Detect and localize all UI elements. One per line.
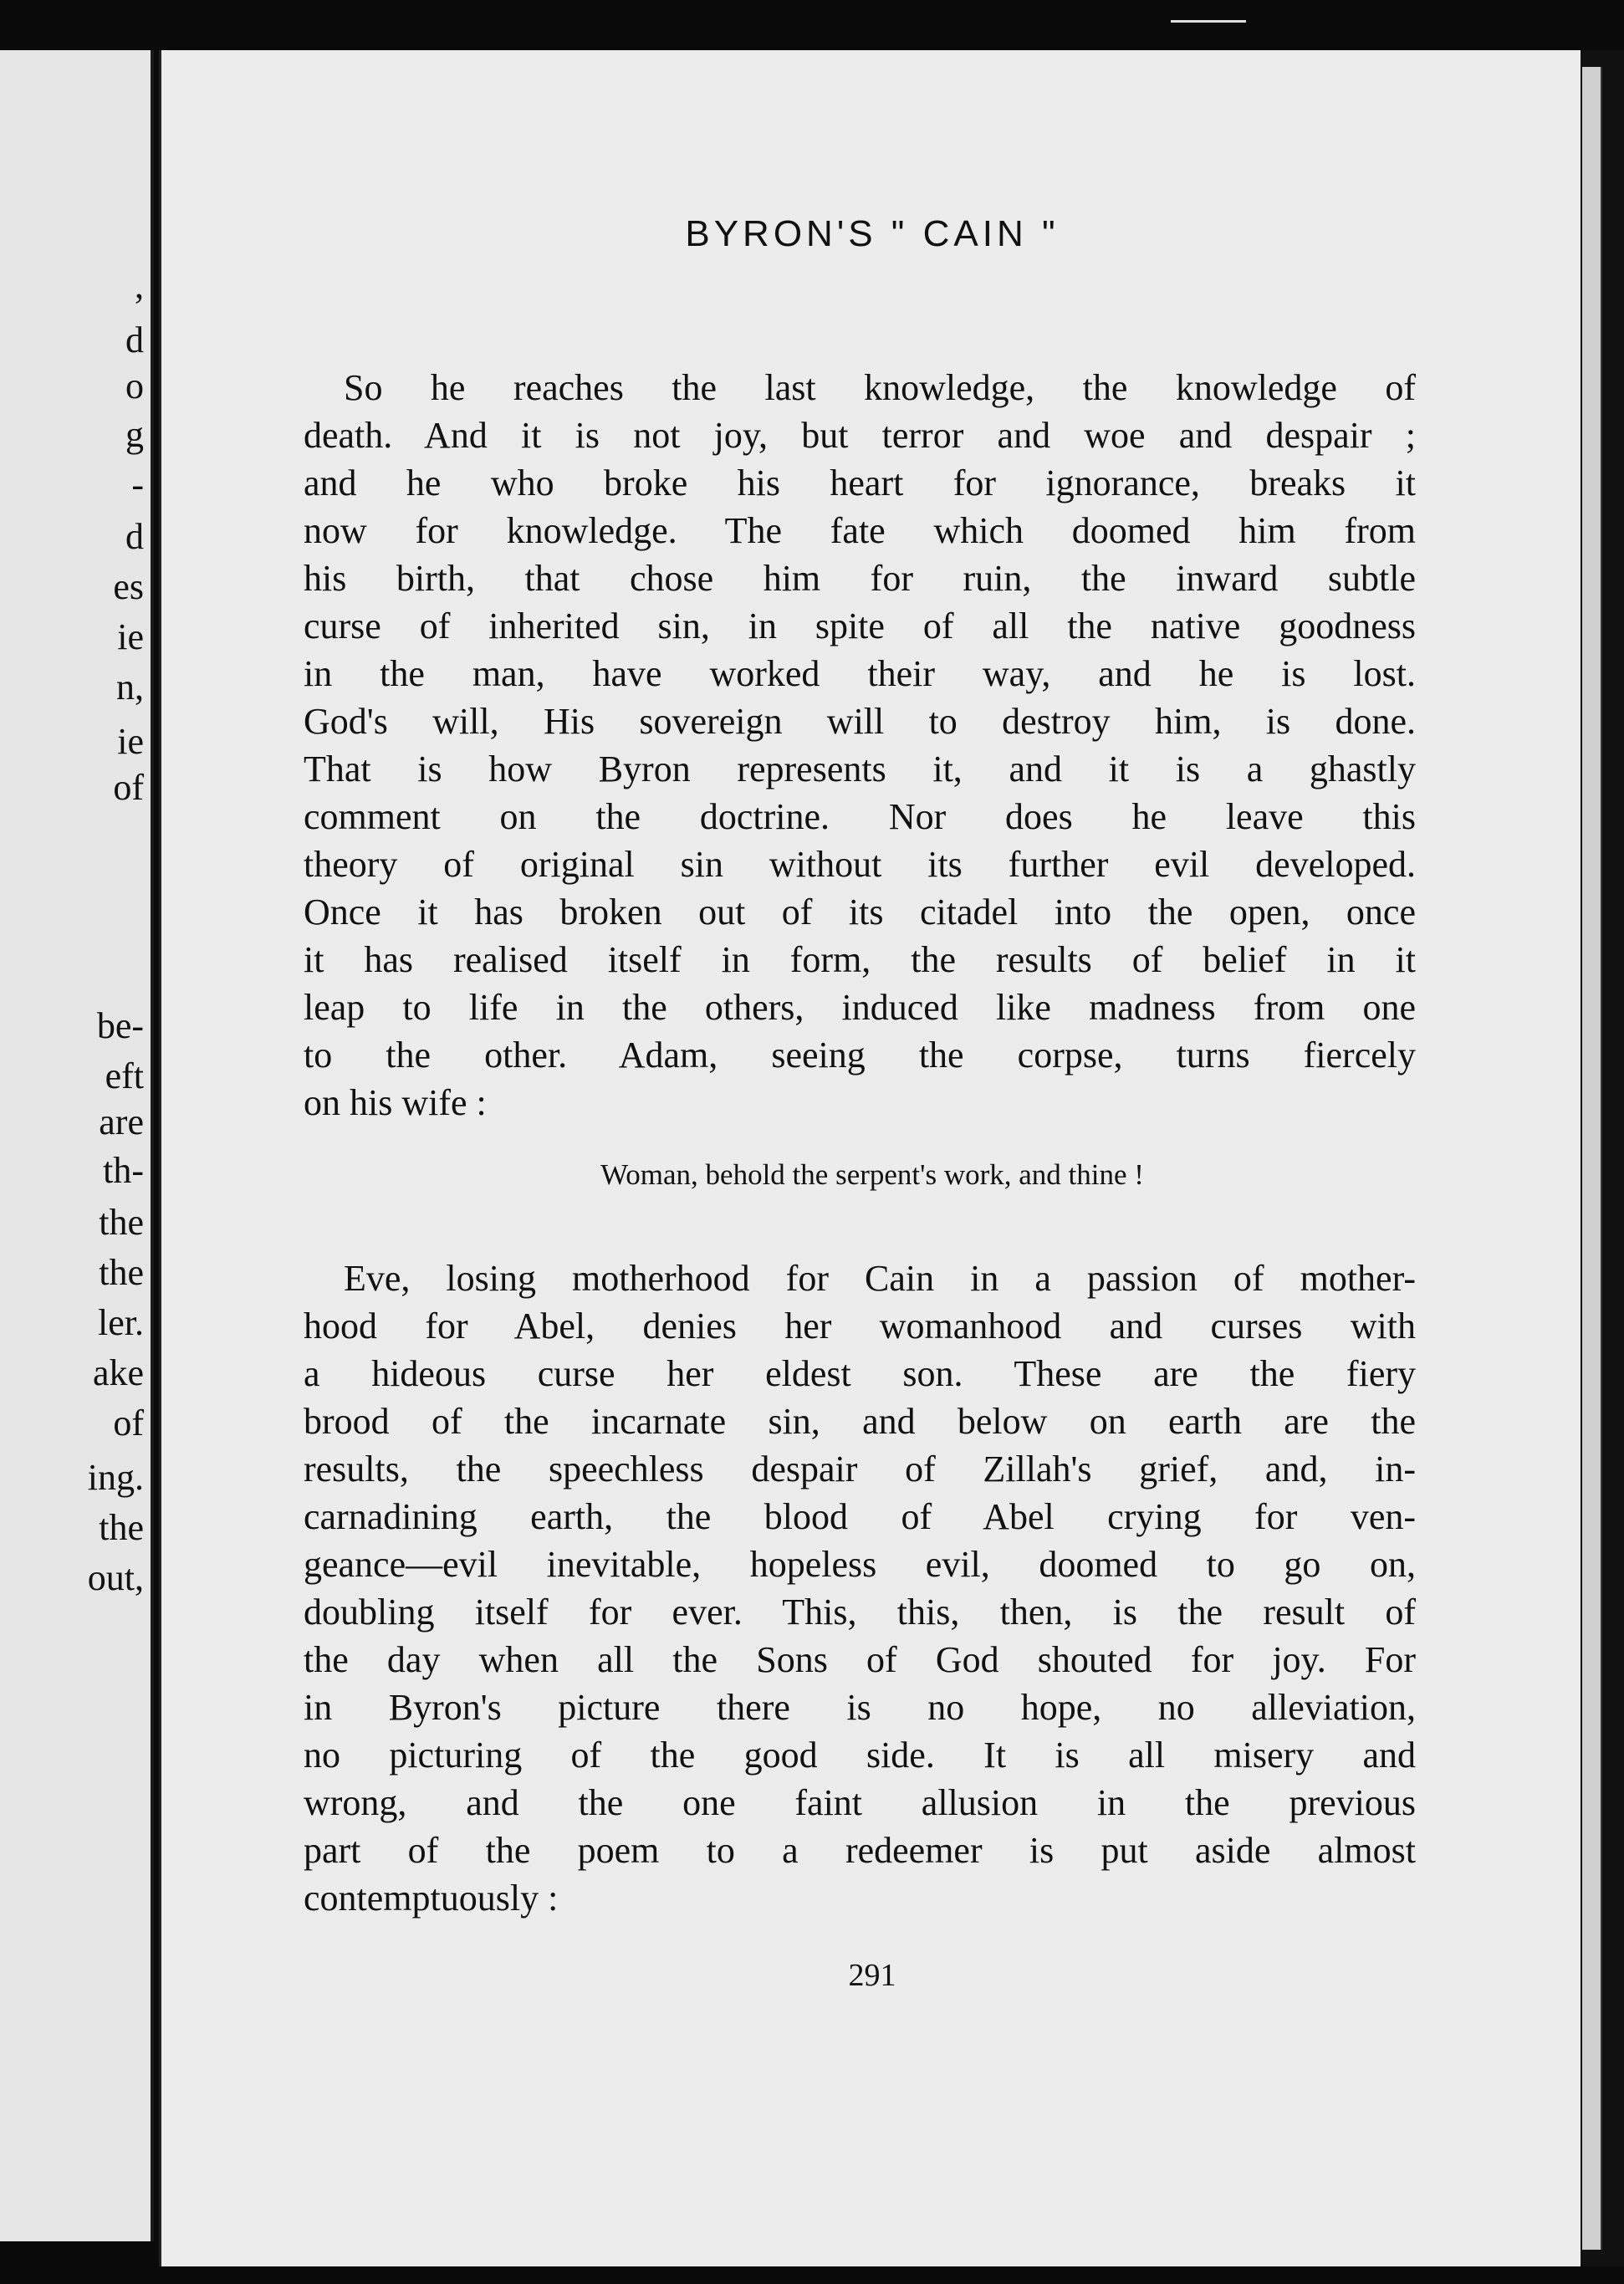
text-line: carnadining earth, the blood of Abel crying for ven-: [304, 1496, 1416, 1537]
facing-page-fragment: ler.: [98, 1302, 144, 1343]
facing-page-fragment: o: [125, 365, 144, 406]
text-line: brood of the incarnate sin, and below on earth are the: [304, 1401, 1416, 1442]
text-line: it has realised itself in form, the results of belief in it: [304, 939, 1416, 980]
facing-page-fragment: the: [99, 1507, 144, 1548]
text-line: doubling itself for ever. This, this, then, is the result of: [304, 1592, 1416, 1633]
paper-edge-strip: [1582, 67, 1602, 2250]
facing-page-fragment: are: [99, 1101, 144, 1142]
text-line: theory of original sin without its further evil developed.: [304, 844, 1416, 885]
running-head: BYRON'S " CAIN ": [685, 213, 1060, 254]
text-line: leap to life in the others, induced like madness from one: [304, 987, 1416, 1028]
text-line: God's will, His sovereign will to destroy him, is done.: [304, 701, 1416, 742]
text-line: to the other. Adam, seeing the corpse, turns fiercely: [304, 1035, 1416, 1076]
text-line: geance—evil inevitable, hopeless evil, doomed to go on,: [304, 1544, 1416, 1585]
facing-page: [0, 50, 154, 2241]
text-line: death. And it is not joy, but terror and woe and despair ;: [304, 415, 1416, 456]
text-line: curse of inherited sin, in spite of all the native goodness: [304, 605, 1416, 646]
facing-page-fragment: of: [113, 767, 144, 808]
text-line: hood for Abel, denies her womanhood and curses with: [304, 1306, 1416, 1346]
facing-page-fragment: ake: [92, 1352, 144, 1393]
text-line: Once it has broken out of its citadel into the open, once: [304, 892, 1416, 933]
facing-page-fragment: d: [125, 516, 144, 557]
facing-page-fragment: n,: [116, 667, 144, 708]
facing-page-fragment: ing.: [87, 1457, 144, 1498]
text-line: That is how Byron represents it, and it is a ghastly: [304, 749, 1416, 789]
text-line: results, the speechless despair of Zillah's grief, and, in-: [304, 1449, 1416, 1489]
facing-page-fragment: ie: [117, 721, 144, 762]
text-line: on his wife :: [304, 1082, 487, 1123]
facing-page-fragment: ,: [135, 265, 144, 306]
facing-page-fragment: the: [99, 1202, 144, 1243]
text-line: his birth, that chose him for ruin, the inward subtle: [304, 558, 1416, 599]
text-line: comment on the doctrine. Nor does he leave this: [304, 796, 1416, 837]
text-line: contemptuously :: [304, 1878, 559, 1919]
scan-mark: [1171, 0, 1246, 23]
facing-page-fragment: th-: [103, 1150, 144, 1191]
text-line: So he reaches the last knowledge, the knowledge of: [344, 367, 1416, 408]
text-line: the day when all the Sons of God shouted for joy. For: [304, 1639, 1416, 1680]
text-line: now for knowledge. The fate which doomed him from: [304, 510, 1416, 551]
text-line: and he who broke his heart for ignorance, breaks it: [304, 462, 1416, 503]
facing-page-text-fragments: [0, 50, 151, 2241]
facing-page-fragment: g: [125, 414, 144, 455]
paragraph-1: [304, 364, 1416, 1127]
text-line: in the man, have worked their way, and he is lost.: [304, 653, 1416, 694]
book-page: [159, 50, 1583, 2266]
facing-page-fragment: out,: [87, 1557, 144, 1598]
facing-page-fragment: of: [113, 1403, 144, 1443]
facing-page-fragment: ie: [117, 616, 144, 657]
text-line: part of the poem to a redeemer is put aside almost: [304, 1830, 1416, 1871]
paragraph-2: [304, 1254, 1416, 1922]
facing-page-fragment: d: [125, 319, 144, 360]
text-line: a hideous curse her eldest son. These are the fiery: [304, 1353, 1416, 1394]
facing-page-fragment: be-: [96, 1005, 144, 1046]
facing-page-fragment: -: [131, 464, 144, 505]
text-line: no picturing of the good side. It is all misery and: [304, 1735, 1416, 1776]
quotation: Woman, behold the serpent's work, and thine !: [600, 1158, 1144, 1191]
page-number: 291: [848, 1958, 896, 1993]
page-edge: [1581, 50, 1624, 2266]
facing-page-fragment: es: [113, 566, 144, 607]
facing-page-fragment: the: [99, 1252, 144, 1293]
text-line: Eve, losing motherhood for Cain in a passion of mother-: [344, 1258, 1416, 1299]
facing-page-fragment: eft: [105, 1055, 144, 1096]
text-line: wrong, and the one faint allusion in the previous: [304, 1782, 1416, 1823]
text-line: in Byron's picture there is no hope, no alleviation,: [304, 1687, 1416, 1728]
